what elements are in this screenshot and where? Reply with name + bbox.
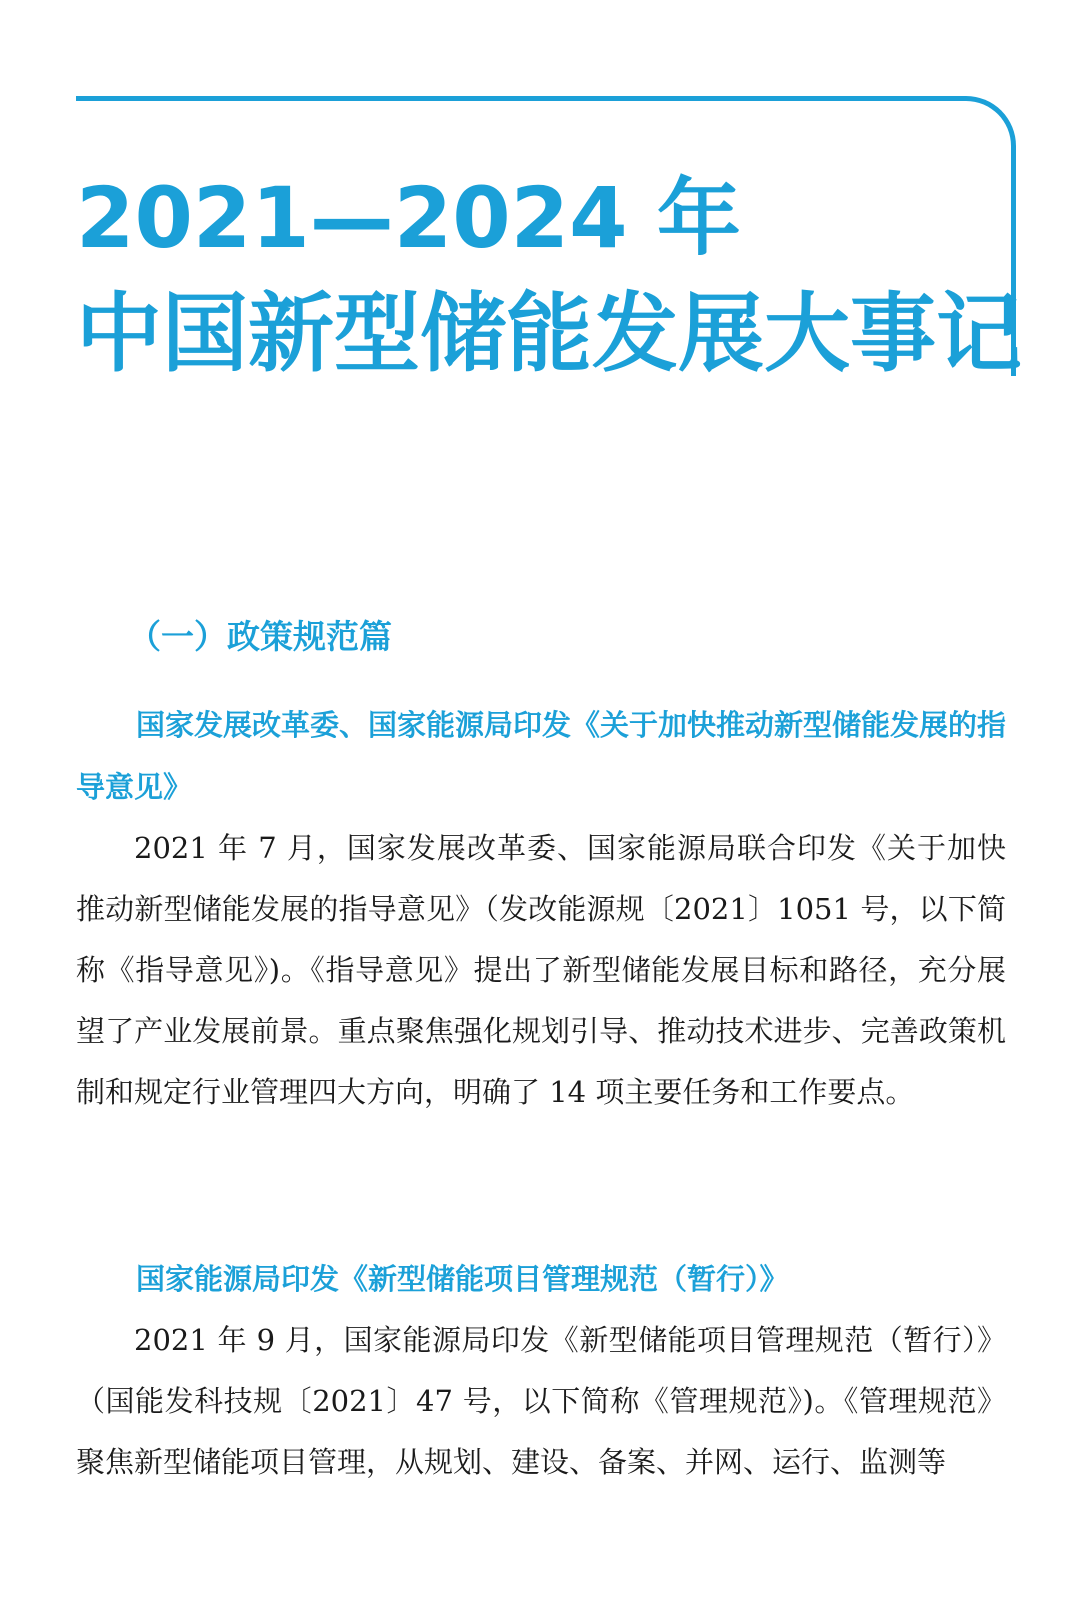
section-heading: （一）政策规范篇: [128, 617, 392, 656]
item-heading-management-spec: 国家能源局印发《新型储能项目管理规范（暂行）》: [136, 1262, 789, 1296]
item-body-guidance: 2021 年 7 月，国家发展改革委、国家能源局联合印发《关于加快推动新型储能发展的指导意见》（发改能源规〔2021〕1051 号，以下简称《指导意见》)。《指导意见》提出了新型储能发展目标和路径，充分展望了产业发展前景。重点聚焦强化规划引导、推动技术进步、完善政策机制和规定行业管理四大方向，明确了 14 项主要任务和工作要点。: [76, 831, 1006, 1109]
item-body-management-spec: 2021 年 9 月，国家能源局印发《新型储能项目管理规范（暂行）》（国能发科技规〔2021〕47 号，以下简称《管理规范》)。《管理规范》聚焦新型储能项目管理，从规划、建设、备案、并网、运行、监测等: [76, 1323, 1006, 1479]
page-title-main: 中国新型储能发展大事记: [76, 284, 1022, 384]
item-heading-guidance: 国家发展改革委、国家能源局印发《关于加快推动新型储能发展的指导意见》: [76, 708, 1007, 804]
page-title-years: 2021—2024 年: [76, 169, 741, 267]
